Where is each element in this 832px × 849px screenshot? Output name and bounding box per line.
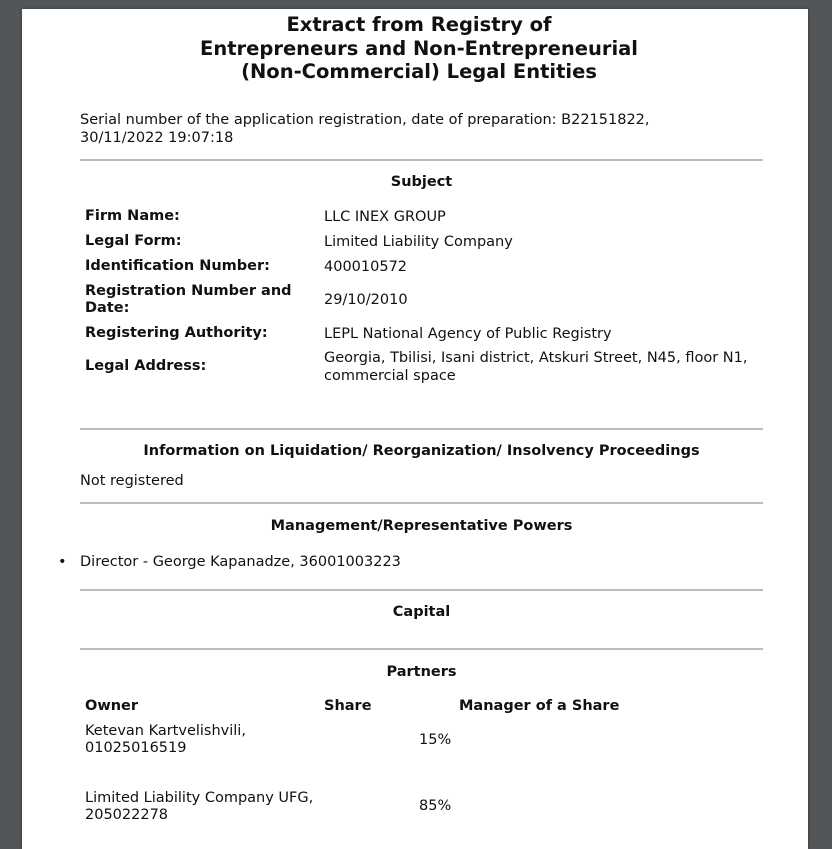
divider — [80, 428, 763, 430]
title-line-2: Entrepreneurs and Non-Entrepreneurial — [200, 36, 638, 60]
legal-address-value: Georgia, Tbilisi, Isani district, Atskuri Street, N45, floor N1, commercial space — [324, 350, 748, 384]
registration-number-date-label: Registration Number and Date: — [85, 283, 292, 316]
identification-number-value: 400010572 — [324, 259, 408, 275]
subject-heading: Subject — [390, 174, 453, 190]
divider — [80, 159, 763, 161]
column-header-manager: Manager of a Share — [459, 698, 620, 714]
document-page — [22, 9, 808, 849]
liquidation-status: Not registered — [80, 473, 184, 489]
partner-owner: Ketevan Kartvelishvili, 01025016519 — [85, 723, 246, 756]
registering-authority-label: Registering Authority: — [85, 325, 268, 341]
partner-owner: Limited Liability Company UFG, 205022278 — [85, 790, 314, 823]
document-title — [22, 13, 816, 84]
partners-heading: Partners — [386, 664, 457, 680]
title-line-1: Extract from Registry of — [286, 13, 552, 36]
registering-authority-value: LEPL National Agency of Public Registry — [324, 326, 612, 342]
column-header-share: Share — [324, 698, 372, 714]
divider — [80, 502, 763, 504]
registration-number-date-value: 29/10/2010 — [324, 292, 408, 308]
management-heading: Management/Representative Powers — [270, 518, 573, 534]
bullet-icon: • — [58, 554, 67, 570]
serial-number-text: Serial number of the application registration, date of preparation: B22151822, 30/11/2022 19:07:18 — [80, 112, 650, 146]
title-line-3: (Non-Commercial) Legal Entities — [241, 60, 597, 83]
divider — [80, 589, 763, 591]
capital-heading: Capital — [392, 604, 451, 620]
liquidation-heading: Information on Liquidation/ Reorganization/ Insolvency Proceedings — [143, 443, 700, 459]
column-header-owner: Owner — [85, 698, 139, 714]
divider — [80, 648, 763, 650]
director-item: Director - George Kapanadze, 36001003223 — [80, 554, 401, 570]
partner-share: 85% — [419, 798, 452, 814]
legal-form-label: Legal Form: — [85, 233, 182, 249]
identification-number-label: Identification Number: — [85, 258, 270, 274]
firm-name-value: LLC INEX GROUP — [324, 209, 446, 225]
legal-form-value: Limited Liability Company — [324, 234, 513, 250]
partner-share: 15% — [419, 732, 452, 748]
legal-address-label: Legal Address: — [85, 358, 207, 374]
firm-name-label: Firm Name: — [85, 208, 180, 224]
